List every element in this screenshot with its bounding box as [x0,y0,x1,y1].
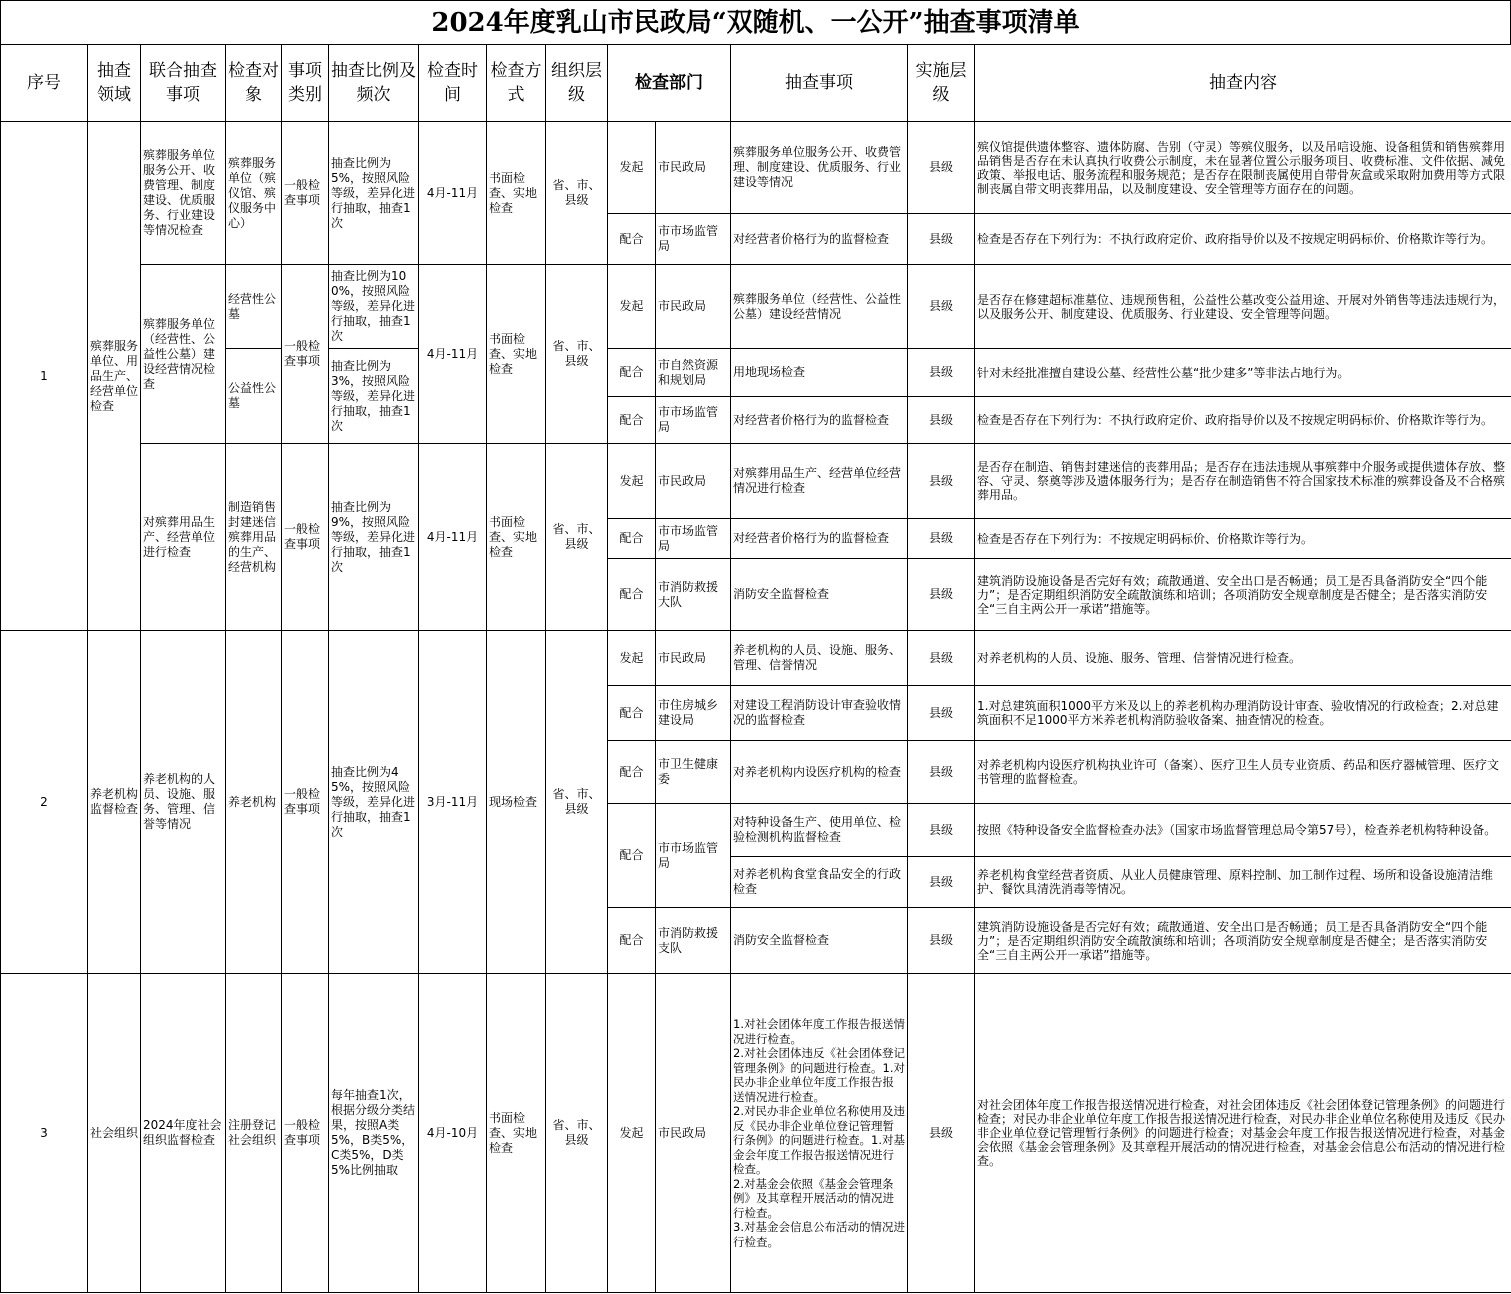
item-cell: 1.对社会团体年度工作报告报送情况进行检查。 2.对社会团体违反《社会团体登记管理条例》的问题进行检查。1.对民办非企业单位年度工作报告报送情况进行检查。 2.对民办非企业单位名称使用及违反《民办非企业单位登记管理暂行条例》的问题进行检查。1.对基金会年度工作报告报送情况进行检查。 2.对基金会依照《基金会管理条例》及其章程开展活动的情况进行检查。 3.对基金会信息公布活动的情况进行检查。 [731,974,908,1293]
object-cell: 养老机构 [226,631,282,974]
role-cell: 配合 [608,519,656,559]
object-cell: 公益性公墓 [226,349,282,444]
role-cell: 配合 [608,349,656,397]
item-cell: 消防安全监督检查 [731,908,908,974]
item-cell: 殡葬服务单位服务公开、收费管理、制度建设、优质服务、行业建设等情况 [731,122,908,214]
header-content: 抽查内容 [975,45,1511,122]
header-method: 检查方式 [487,45,546,122]
dept-cell: 市民政局 [656,974,731,1293]
content-cell: 1.对总建筑面积1000平方米及以上的养老机构办理消防设计审查、验收情况的行政检查；2.对总建筑面积不足1000平方米养老机构消防验收备案、抽查情况的检查。 [975,686,1511,741]
category-cell: 一般检查事项 [282,122,329,265]
role-cell: 配合 [608,908,656,974]
content-cell: 针对未经批准擅自建设公墓、经营性公墓“批少建多”等非法占地行为。 [975,349,1511,397]
object-cell: 经营性公墓 [226,265,282,349]
dept-cell: 市市场监管局 [656,804,731,908]
ratio-cell: 抽查比例为45%，按照风险等级，差异化进行抽取，抽查1次 [329,631,419,974]
seq-cell: 1 [1,122,88,631]
role-cell: 发起 [608,974,656,1293]
impl-cell: 县级 [908,741,975,804]
impl-cell: 县级 [908,349,975,397]
level-cell: 省、市、县级 [546,974,608,1293]
content-cell: 检查是否存在下列行为：不执行政府定价、政府指导价以及不按规定明码标价、价格欺诈等行为。 [975,397,1511,444]
role-cell: 配合 [608,397,656,444]
method-cell: 书面检查、实地检查 [487,444,546,631]
method-cell: 书面检查、实地检查 [487,974,546,1293]
header-object: 检查对象 [226,45,282,122]
table-row [1,444,1511,519]
dept-cell: 市消防救援大队 [656,559,731,631]
impl-cell: 县级 [908,631,975,686]
header-item: 抽查事项 [731,45,908,122]
content-cell: 是否存在修建超标准墓位、违规预售租，公益性公墓改变公益用途、开展对外销售等违法违规行为，以及服务公开、制度建设、优质服务、行业建设、安全管理等问题。 [975,265,1511,349]
header-field: 抽查领域 [88,45,141,122]
field-cell: 养老机构监督检查 [88,631,141,974]
header-row [1,45,1511,122]
item-cell: 对经营者价格行为的监督检查 [731,519,908,559]
item-cell: 养老机构的人员、设施、服务、管理、信誉情况 [731,631,908,686]
impl-cell: 县级 [908,397,975,444]
impl-cell: 县级 [908,908,975,974]
header-seq: 序号 [1,45,88,122]
content-cell: 按照《特种设备安全监督检查办法》（国家市场监督管理总局令第57号），检查养老机构特种设备。 [975,804,1511,857]
item-cell: 对经营者价格行为的监督检查 [731,214,908,265]
table-row [1,974,1511,1293]
dept-cell: 市市场监管局 [656,397,731,444]
ratio-cell: 抽查比例为5%，按照风险等级，差异化进行抽取，抽查1次 [329,122,419,265]
role-cell: 配合 [608,686,656,741]
header-impl: 实施层级 [908,45,975,122]
content-cell: 对养老机构内设医疗机构执业许可（备案）、医疗卫生人员专业资质、药品和医疗器械管理、医疗文书管理的监督检查。 [975,741,1511,804]
table-row [1,631,1511,686]
content-cell: 对社会团体年度工作报告报送情况进行检查，对社会团体违反《社会团体登记管理条例》的问题进行检查；对民办非企业单位年度工作报告报送情况进行检查，对民办非企业单位名称使用及违反《民办非企业单位登记管理暂行条例》的问题进行检查；对基金会年度工作报告报送情况进行检查，对基金会依照《基金会管理条例》及其章程开展活动的情况进行检查，对基金会信息公布活动的情况进行检查。 [975,974,1511,1293]
impl-cell: 县级 [908,122,975,214]
ratio-cell: 抽查比例为3%，按照风险等级，差异化进行抽取，抽查1次 [329,349,419,444]
level-cell: 省、市、县级 [546,122,608,265]
field-cell: 社会组织 [88,974,141,1293]
role-cell: 配合 [608,804,656,908]
joint-cell: 殡葬服务单位服务公开、收费管理、制度建设、优质服务、行业建设等情况检查 [141,122,226,265]
table-row [1,265,1511,349]
impl-cell: 县级 [908,444,975,519]
object-cell: 制造销售封建迷信殡葬用品的生产、经营机构 [226,444,282,631]
category-cell: 一般检查事项 [282,265,329,444]
impl-cell: 县级 [908,804,975,857]
item-cell: 消防安全监督检查 [731,559,908,631]
role-cell: 配合 [608,214,656,265]
ratio-cell: 抽查比例为9%，按照风险等级，差异化进行抽取，抽查1次 [329,444,419,631]
time-cell: 3月-11月 [419,631,487,974]
role-cell: 配合 [608,559,656,631]
method-cell: 现场检查 [487,631,546,974]
impl-cell: 县级 [908,214,975,265]
dept-cell: 市民政局 [656,122,731,214]
item-cell: 对建设工程消防设计审查验收情况的监督检查 [731,686,908,741]
role-cell: 发起 [608,444,656,519]
content-cell: 是否存在制造、销售封建迷信的丧葬用品；是否存在违法违规从事殡葬中介服务或提供遗体存放、整容、守灵、祭奠等涉及遗体服务行为；是否存在制造销售不符合国家技术标准的殡葬设备及不合格殡葬用品。 [975,444,1511,519]
method-cell: 书面检查、实地检查 [487,122,546,265]
header-category: 事项类别 [282,45,329,122]
dept-cell: 市住房城乡建设局 [656,686,731,741]
impl-cell: 县级 [908,265,975,349]
content-cell: 检查是否存在下列行为：不执行政府定价、政府指导价以及不按规定明码标价、价格欺诈等行为。 [975,214,1511,265]
dept-cell: 市市场监管局 [656,214,731,265]
item-cell: 用地现场检查 [731,349,908,397]
field-cell: 殡葬服务单位、用品生产、经营单位检查 [88,122,141,631]
dept-cell: 市卫生健康委 [656,741,731,804]
object-cell: 殡葬服务单位（殡仪馆、殡仪服务中心） [226,122,282,265]
page-title: 2024年度乳山市民政局“双随机、一公开”抽查事项清单 [0,0,1511,44]
header-joint: 联合抽查事项 [141,45,226,122]
content-cell: 殡仪馆提供遗体整容、遗体防腐、告别（守灵）等殡仪服务，以及吊唁设施、设备租赁和销售殡葬用品销售是否存在未认真执行收费公示制度，未在显著位置公示服务项目、收费标准、文件依据、减免政策、举报电话、服务流程和服务规范；是否存在限制丧属使用自带骨灰盒或采取附加费用等方式限制丧属自带文明丧葬用品，以及制度建设、安全管理等方面存在的问题。 [975,122,1511,214]
item-cell: 对特种设备生产、使用单位、检验检测机构监督检查 [731,804,908,857]
role-cell: 配合 [608,741,656,804]
category-cell: 一般检查事项 [282,974,329,1293]
role-cell: 发起 [608,122,656,214]
seq-cell: 2 [1,631,88,974]
impl-cell: 县级 [908,974,975,1293]
seq-cell: 3 [1,974,88,1293]
item-cell: 对养老机构食堂食品安全的行政检查 [731,857,908,908]
level-cell: 省、市、县级 [546,265,608,444]
impl-cell: 县级 [908,559,975,631]
content-cell: 养老机构食堂经营者资质、从业人员健康管理、原料控制、加工制作过程、场所和设备设施清洁维护、餐饮具清洗消毒等情况。 [975,857,1511,908]
time-cell: 4月-11月 [419,444,487,631]
object-cell: 注册登记社会组织 [226,974,282,1293]
dept-cell: 市民政局 [656,265,731,349]
role-cell: 发起 [608,265,656,349]
item-cell: 对经营者价格行为的监督检查 [731,397,908,444]
item-cell: 对养老机构内设医疗机构的检查 [731,741,908,804]
ratio-cell: 每年抽查1次，根据分级分类结果，按照A类5%，B类5%，C类5%，D类5%比例抽取 [329,974,419,1293]
content-cell: 检查是否存在下列行为：不按规定明码标价、价格欺诈等行为。 [975,519,1511,559]
table-row [1,349,1511,397]
time-cell: 4月-11月 [419,122,487,265]
content-cell: 建筑消防设施设备是否完好有效；疏散通道、安全出口是否畅通；员工是否具备消防安全“四个能力”；是否定期组织消防安全疏散演练和培训；各项消防安全规章制度是否健全；是否落实消防安全“三自主两公开一承诺”措施等。 [975,908,1511,974]
dept-cell: 市民政局 [656,444,731,519]
joint-cell: 对殡葬用品生产、经营单位进行检查 [141,444,226,631]
inspection-table [0,44,1511,1293]
impl-cell: 县级 [908,686,975,741]
header-level: 组织层级 [546,45,608,122]
item-cell: 对殡葬用品生产、经营单位经营情况进行检查 [731,444,908,519]
item-cell: 殡葬服务单位（经营性、公益性公墓）建设经营情况 [731,265,908,349]
method-cell: 书面检查、实地检查 [487,265,546,444]
table-row [1,122,1511,214]
time-cell: 4月-10月 [419,974,487,1293]
joint-cell: 殡葬服务单位（经营性、公益性公墓）建设经营情况检查 [141,265,226,444]
header-time: 检查时间 [419,45,487,122]
dept-cell: 市消防救援支队 [656,908,731,974]
impl-cell: 县级 [908,519,975,559]
category-cell: 一般检查事项 [282,444,329,631]
joint-cell: 养老机构的人员、设施、服务、管理、信誉等情况 [141,631,226,974]
impl-cell: 县级 [908,857,975,908]
content-cell: 建筑消防设施设备是否完好有效；疏散通道、安全出口是否畅通；员工是否具备消防安全“四个能力”；是否定期组织消防安全疏散演练和培训；各项消防安全规章制度是否健全；是否落实消防安全“三自主两公开一承诺”措施等。 [975,559,1511,631]
dept-cell: 市民政局 [656,631,731,686]
level-cell: 省、市、县级 [546,444,608,631]
time-cell: 4月-11月 [419,265,487,444]
header-ratio: 抽查比例及频次 [329,45,419,122]
content-cell: 对养老机构的人员、设施、服务、管理、信誉情况进行检查。 [975,631,1511,686]
header-dept: 检查部门 [608,45,731,122]
dept-cell: 市自然资源和规划局 [656,349,731,397]
ratio-cell: 抽查比例为100%，按照风险等级，差异化进行抽取，抽查1次 [329,265,419,349]
dept-cell: 市市场监管局 [656,519,731,559]
level-cell: 省、市、县级 [546,631,608,974]
category-cell: 一般检查事项 [282,631,329,974]
role-cell: 发起 [608,631,656,686]
joint-cell: 2024年度社会组织监督检查 [141,974,226,1293]
